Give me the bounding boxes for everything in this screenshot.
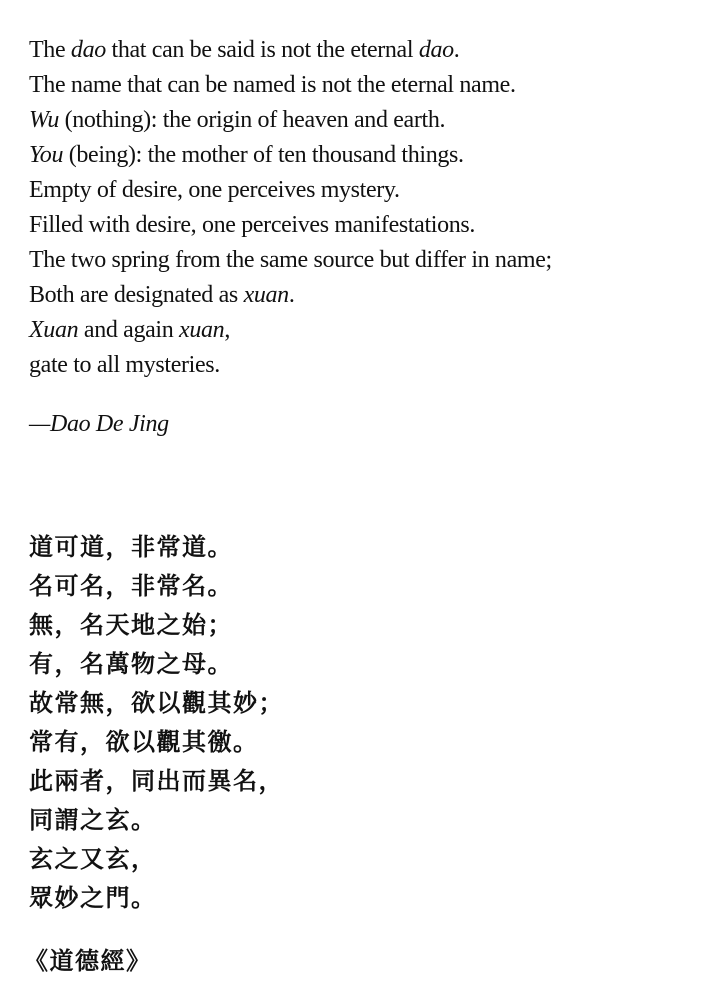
english-line-5: Empty of desire, one perceives mystery. <box>29 177 400 203</box>
english-translation <box>29 33 699 383</box>
chinese-line-4: 有，名萬物之母。 <box>29 650 233 678</box>
chinese-line-2: 名可名，非常名。 <box>29 572 233 600</box>
chinese-line-3: 無，名天地之始； <box>29 611 233 639</box>
english-line-7: The two spring from the same source but differ in name; <box>29 247 552 273</box>
chinese-line-8: 同謂之玄。 <box>29 806 157 834</box>
english-line-9: Xuan and again xuan, <box>29 317 230 343</box>
chinese-line-5: 故常無，欲以觀其妙； <box>29 689 284 717</box>
english-line-6: Filled with desire, one perceives manifestations. <box>29 212 476 238</box>
chinese-line-7: 此兩者，同出而異名， <box>29 767 284 795</box>
chinese-original <box>29 528 629 918</box>
english-line-10: gate to all mysteries. <box>29 352 220 378</box>
english-line-1: The dao that can be said is not the eternal dao. <box>29 37 460 63</box>
chinese-attribution: 《道德經》 <box>24 947 152 975</box>
english-attribution: —Dao De Jing <box>29 411 169 437</box>
english-line-4: You (being): the mother of ten thousand things. <box>29 142 464 168</box>
chinese-line-9: 玄之又玄， <box>29 845 157 873</box>
english-line-3: Wu (nothing): the origin of heaven and earth. <box>29 107 446 133</box>
english-line-8: Both are designated as xuan. <box>29 282 295 308</box>
chinese-line-10: 眾妙之門。 <box>29 884 157 912</box>
chinese-line-1: 道可道，非常道。 <box>29 533 233 561</box>
english-line-2: The name that can be named is not the eternal name. <box>29 72 516 98</box>
chinese-line-6: 常有，欲以觀其徼。 <box>29 728 259 756</box>
